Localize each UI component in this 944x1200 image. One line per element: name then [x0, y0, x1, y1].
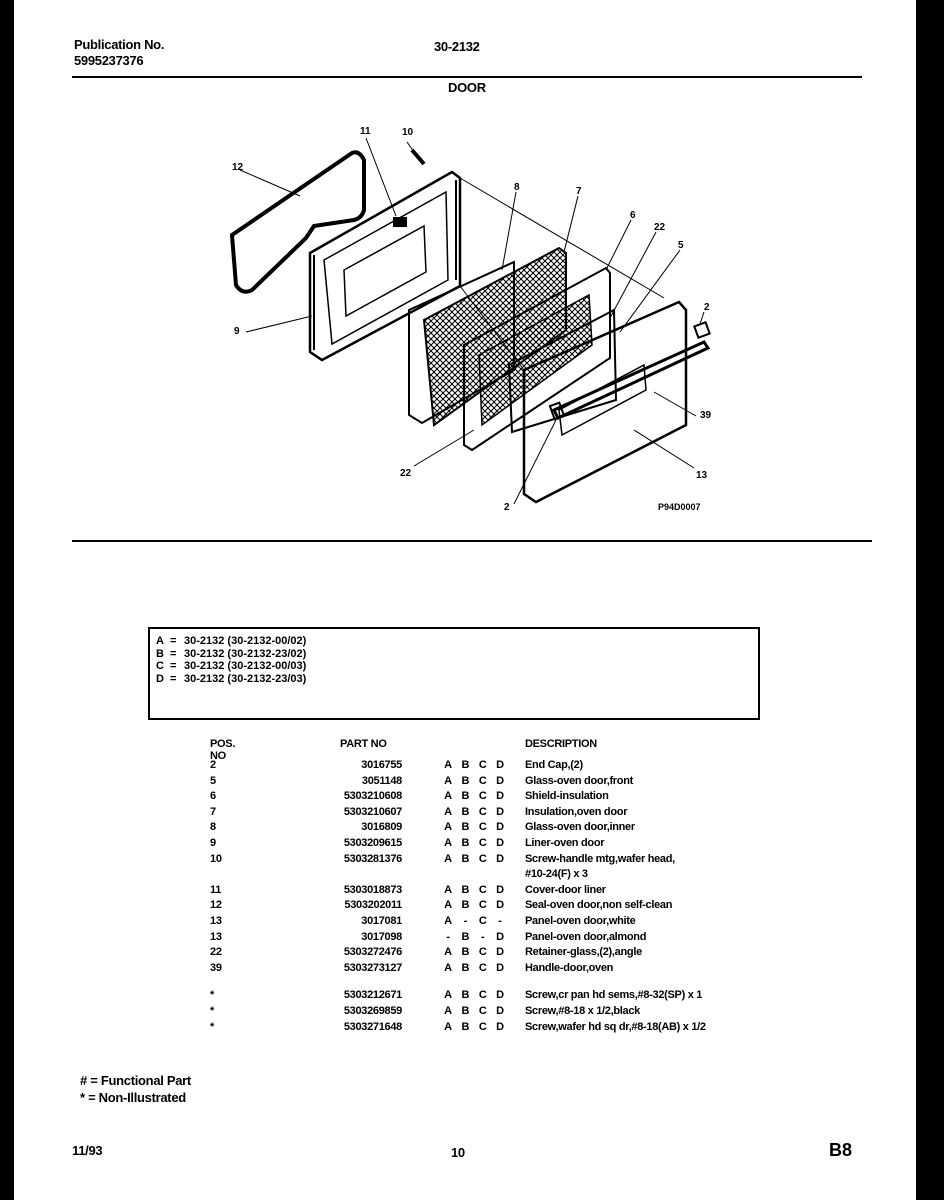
model-flag: C	[478, 899, 487, 912]
model-flag: C	[478, 1004, 487, 1017]
callout-5: 5	[678, 240, 684, 251]
model-flag: B	[461, 821, 470, 834]
row-pos: *	[210, 989, 214, 1002]
legend-row: A = 30-2132 (30-2132-00/02)	[156, 635, 307, 647]
model-flag: D	[496, 930, 504, 943]
parts-table	[210, 738, 790, 1035]
row-models	[442, 789, 506, 805]
row-part-number: 3017098	[361, 930, 402, 943]
row-models	[442, 945, 506, 961]
row-models	[442, 961, 506, 977]
row-pos: 7	[210, 805, 216, 818]
model-flag: A	[444, 805, 452, 818]
table-row	[210, 988, 790, 1004]
footer-code: B8	[829, 1140, 853, 1160]
table-row	[210, 789, 790, 805]
model-flag: A	[444, 899, 452, 912]
model-flag: A	[444, 759, 452, 771]
row-models	[442, 1004, 506, 1020]
model-flag: D	[496, 759, 504, 771]
row-part-number: 5303269859	[343, 1004, 402, 1017]
table-row	[210, 758, 790, 774]
row-pos: 13	[210, 914, 222, 927]
row-description: Shield-insulation	[525, 790, 609, 803]
row-part-number: 5303202011	[344, 899, 402, 912]
model-flag: C	[478, 989, 487, 1002]
row-description: Glass-oven door,front	[525, 774, 633, 787]
table-body-extra	[210, 988, 790, 1035]
model-flag: D	[496, 836, 504, 849]
row-part-number: 3017081	[361, 914, 402, 927]
table-row	[210, 820, 790, 836]
table-header	[210, 738, 790, 762]
page-number: 10	[451, 1145, 465, 1160]
col-pos-header: POS. NO	[210, 738, 236, 762]
row-pos: 22	[210, 946, 222, 959]
legend-row: B = 30-2132 (30-2132-23/02)	[156, 647, 307, 660]
model-flag: C	[478, 883, 487, 896]
model-flag: B	[461, 836, 470, 849]
footer-date: 11/93	[72, 1143, 103, 1158]
model-flag: C	[478, 836, 487, 849]
callout-2-right: 2	[704, 302, 710, 313]
callout-22-top: 22	[654, 222, 666, 233]
row-description: Seal-oven door,non self-clean	[525, 899, 673, 912]
row-part-number: 5303212671	[343, 989, 402, 1002]
model-flag: C	[478, 774, 487, 787]
parts-page	[14, 0, 916, 1200]
row-pos: 8	[210, 821, 216, 834]
model-flag: A	[444, 883, 452, 896]
row-pos: 2	[210, 759, 216, 771]
model-flag: C	[478, 961, 487, 974]
callout-6: 6	[630, 210, 636, 221]
model-flag: C	[478, 759, 487, 771]
model-flag: B	[461, 883, 470, 896]
callout-10: 10	[402, 127, 414, 138]
model-flag: B	[461, 930, 470, 943]
row-models	[442, 805, 506, 821]
row-models	[442, 930, 506, 946]
model-flag: -	[463, 914, 468, 927]
row-models	[442, 898, 506, 914]
row-models	[442, 852, 506, 868]
row-models	[442, 1020, 506, 1036]
model-flag: D	[496, 852, 504, 865]
model-flag: B	[461, 790, 470, 803]
model-flag: A	[444, 821, 452, 834]
model-flag: D	[496, 946, 504, 959]
functional-note: # = Functional Part	[80, 1073, 191, 1088]
table-row	[210, 898, 790, 914]
model-flag: A	[444, 961, 452, 974]
row-description: Handle-door,oven	[525, 961, 614, 974]
model-flag: B	[461, 852, 470, 865]
model-flag: D	[496, 899, 504, 912]
row-part-number: 3016755	[361, 759, 402, 771]
model-flag: D	[496, 821, 504, 834]
callout-39: 39	[700, 410, 712, 421]
model-flag: D	[496, 989, 504, 1002]
col-desc-header: DESCRIPTION	[525, 738, 597, 750]
model-number: 30-2132	[434, 39, 480, 54]
model-flag: -	[480, 930, 485, 943]
model-flag: C	[478, 852, 487, 865]
table-row	[210, 852, 790, 868]
door-exploded-diagram	[14, 120, 916, 520]
row-pos: *	[210, 1004, 214, 1017]
row-pos: 6	[210, 790, 216, 803]
model-flag: B	[461, 774, 470, 787]
callout-22-bottom: 22	[400, 468, 412, 479]
row-part-number: 5303281376	[343, 852, 402, 865]
non-illustrated-note: * = Non-Illustrated	[80, 1090, 186, 1105]
model-flag: A	[444, 836, 452, 849]
row-models	[442, 774, 506, 790]
row-part-number: 5303210608	[343, 790, 402, 803]
model-flag: D	[496, 774, 504, 787]
table-row	[210, 1020, 790, 1036]
model-flag: B	[461, 1020, 470, 1033]
row-part-number: 5303018873	[343, 883, 402, 896]
row-description: #10-24(F) x 3	[525, 868, 588, 881]
row-description: Cover-door liner	[525, 883, 606, 896]
model-flag: A	[444, 774, 452, 787]
row-pos: *	[210, 1020, 214, 1033]
row-models	[442, 758, 506, 774]
model-flag: B	[461, 759, 470, 771]
callout-9: 9	[234, 326, 240, 337]
model-flag: A	[444, 946, 452, 959]
model-flag: C	[478, 805, 487, 818]
model-flag: A	[444, 914, 452, 927]
model-flag: C	[478, 1020, 487, 1033]
row-models	[442, 836, 506, 852]
row-pos: 39	[210, 961, 222, 974]
table-row	[210, 930, 790, 946]
diagram-rule	[72, 540, 872, 542]
model-flag: C	[478, 790, 487, 803]
model-flag: A	[444, 790, 452, 803]
model-flag: A	[444, 1004, 452, 1017]
row-models	[442, 988, 506, 1004]
row-description: Liner-oven door	[525, 836, 605, 849]
table-row	[210, 805, 790, 821]
row-part-number: 5303210607	[343, 805, 402, 818]
publication-number: 5995237376	[74, 53, 144, 68]
row-pos: 13	[210, 930, 222, 943]
callout-12: 12	[232, 162, 244, 173]
row-description: Screw,cr pan hd sems,#8-32(SP) x 1	[525, 989, 703, 1002]
row-description: Screw,wafer hd sq dr,#8-18(AB) x 1/2	[525, 1020, 706, 1033]
table-row	[210, 945, 790, 961]
header-rule	[72, 76, 862, 78]
callout-7: 7	[576, 186, 582, 197]
row-description: Glass-oven door,inner	[525, 821, 635, 834]
model-flag: -	[498, 914, 502, 927]
model-flag: B	[461, 1004, 470, 1017]
row-pos: 5	[210, 774, 216, 787]
row-pos: 12	[210, 899, 222, 912]
publication-label: Publication No.	[74, 37, 165, 52]
table-row	[210, 961, 790, 977]
table-row	[210, 914, 790, 930]
callout-13: 13	[696, 470, 708, 481]
row-description: Screw-handle mtg,wafer head,	[525, 852, 675, 865]
model-flag: C	[478, 821, 487, 834]
row-part-number: 5303272476	[343, 946, 402, 959]
row-description: Panel-oven door,almond	[525, 930, 647, 943]
col-part-header: PART NO	[340, 738, 387, 750]
row-models	[442, 883, 506, 899]
model-flag: A	[444, 989, 452, 1002]
model-flag: D	[496, 1020, 504, 1033]
row-models	[442, 820, 506, 836]
model-flag: D	[496, 805, 504, 818]
row-pos: 10	[210, 852, 222, 865]
model-legend	[148, 627, 760, 720]
table-row	[210, 836, 790, 852]
model-flag: B	[461, 805, 470, 818]
callout-8: 8	[514, 182, 520, 193]
legend-row: C = 30-2132 (30-2132-00/03)	[156, 660, 307, 672]
model-flag: D	[496, 790, 504, 803]
row-description: Retainer-glass,(2),angle	[525, 946, 642, 959]
model-flag: D	[496, 1004, 504, 1017]
model-flag: B	[461, 989, 470, 1002]
row-part-number: 5303273127	[343, 961, 402, 974]
table-body	[210, 758, 790, 976]
row-part-number: 5303271648	[343, 1020, 402, 1033]
row-part-number: 5303209615	[343, 836, 402, 849]
model-flag: C	[478, 914, 487, 927]
legend-row: D = 30-2132 (30-2132-23/03)	[156, 672, 307, 685]
figure-id: P94D0007	[658, 502, 701, 512]
model-flag: A	[444, 852, 452, 865]
callout-2-left: 2	[504, 502, 510, 513]
row-part-number: 3016809	[361, 821, 402, 834]
model-flag: -	[446, 930, 450, 943]
row-part-number: 3051148	[361, 774, 402, 787]
row-description: Screw,#8-18 x 1/2,black	[525, 1004, 640, 1017]
table-row	[210, 1004, 790, 1020]
model-flag: C	[478, 946, 487, 959]
model-flag: A	[444, 1020, 452, 1033]
row-models	[442, 914, 506, 930]
row-pos: 9	[210, 836, 216, 849]
row-description: End Cap,(2)	[525, 759, 583, 771]
section-title: DOOR	[448, 80, 486, 95]
row-pos: 11	[210, 883, 222, 896]
model-flag: D	[496, 961, 504, 974]
callout-11: 11	[360, 126, 371, 137]
row-description: Insulation,oven door	[525, 805, 628, 818]
model-flag: B	[461, 946, 470, 959]
row-description: Panel-oven door,white	[525, 914, 636, 927]
table-row	[210, 883, 790, 899]
model-flag: B	[461, 961, 470, 974]
table-row	[210, 774, 790, 790]
table-row	[210, 867, 790, 883]
model-flag: B	[461, 899, 470, 912]
model-flag: D	[496, 883, 504, 896]
